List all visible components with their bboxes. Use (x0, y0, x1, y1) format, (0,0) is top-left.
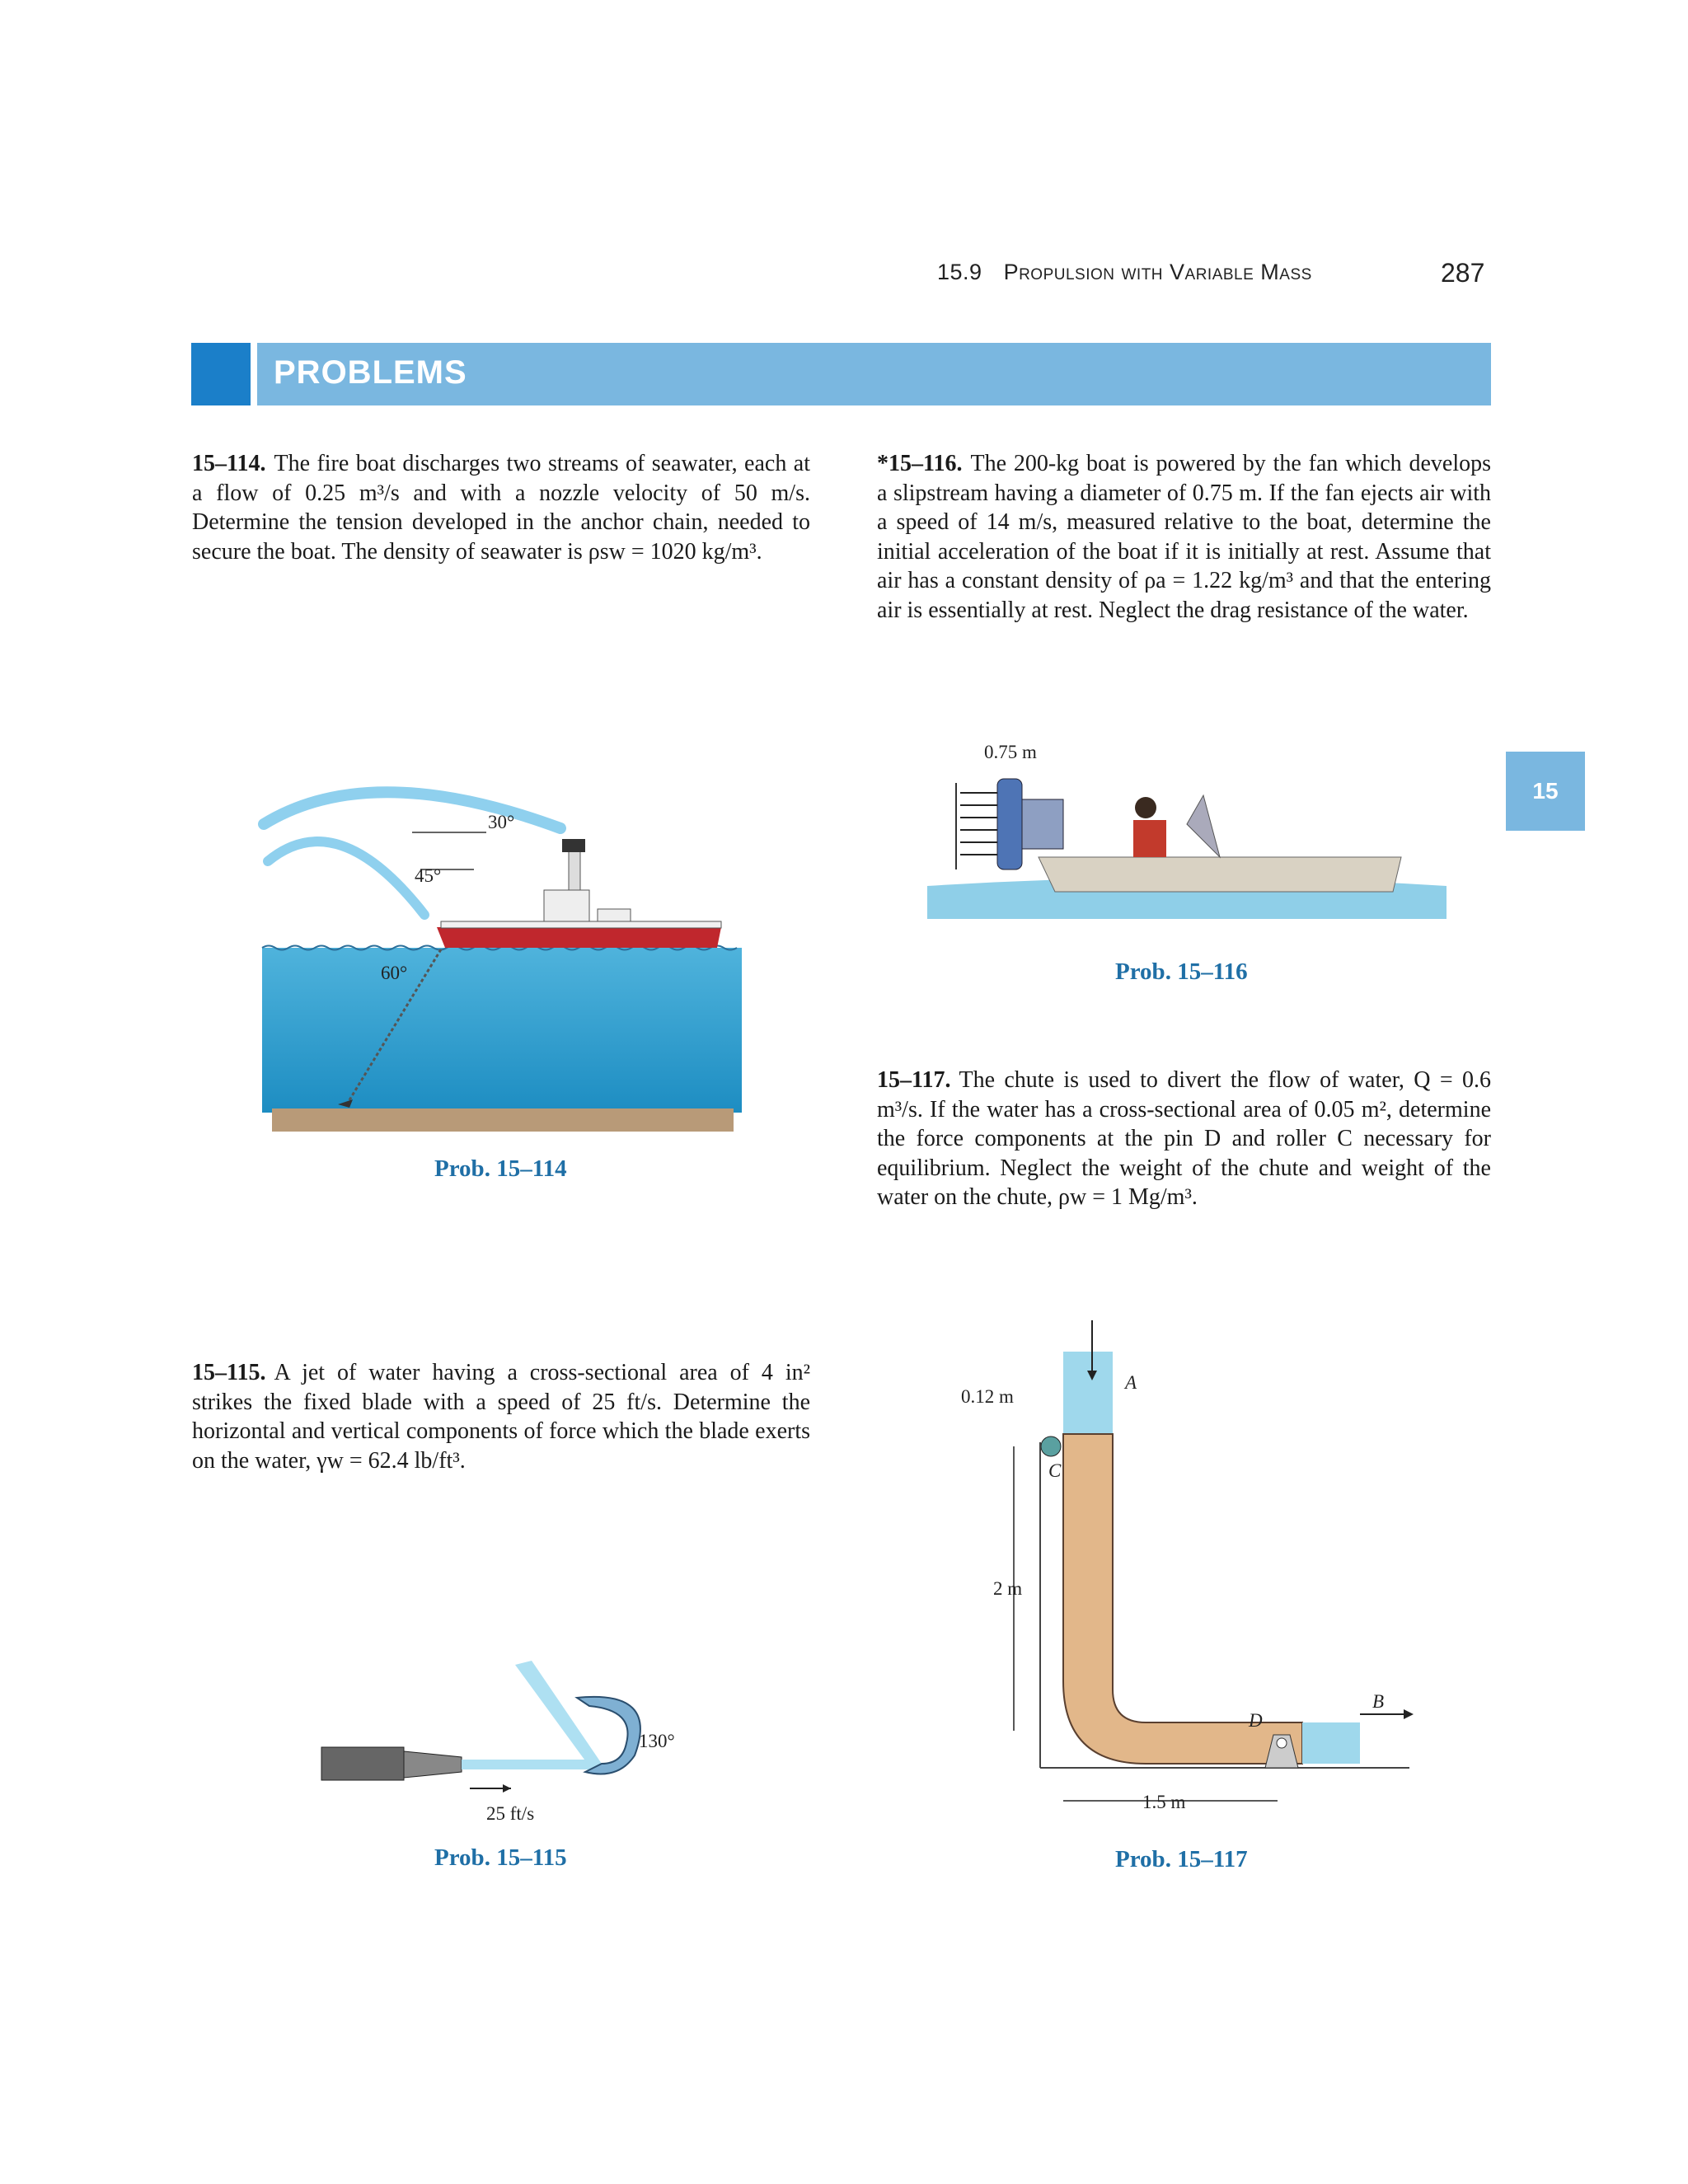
boat-seat (1187, 795, 1220, 857)
driver (1133, 820, 1166, 857)
caption-15-116: Prob. 15–116 (1115, 958, 1248, 985)
slipstream-arrows (960, 793, 997, 855)
angle-45-label: 45° (415, 865, 442, 886)
angle-30-label: 30° (488, 812, 515, 832)
banner-title: PROBLEMS (274, 354, 467, 391)
pin-d (1277, 1738, 1287, 1748)
caption-15-114: Prob. 15–114 (434, 1155, 567, 1182)
page-number: 287 (1441, 258, 1485, 288)
diameter-label: 0.75 m (984, 742, 1037, 762)
fan-motor (1022, 799, 1063, 849)
inflow-water (1063, 1352, 1113, 1434)
problem-15-117 (877, 1066, 1491, 1212)
figure-fan-boat (923, 733, 1451, 931)
problem-15-116 (877, 449, 1491, 625)
chute-body (1063, 1434, 1302, 1764)
lower-stream (268, 841, 424, 915)
width-label: 0.12 m (961, 1386, 1014, 1407)
angle-60-label: 60° (381, 963, 408, 983)
problem-text: A jet of water having a cross-sectional area of 4 in² strikes the fixed blade with a speed of 25 ft/s. Determine the horizontal and vertical components of force which the blade exerts on the water, γw = 62.4 lb/ft³. (192, 1360, 810, 1474)
sea-bed (272, 1108, 734, 1132)
figure-fire-boat (247, 758, 775, 1146)
chapter-tab: 15 (1506, 752, 1585, 831)
boat-deck (441, 921, 721, 928)
problem-text: The fire boat discharges two streams of seawater, each at a flow of 0.25 m³/s and with a nozzle velocity of 50 m/s. Determine the tension developed in the anchor chain, needed to secure the boat. The density of seawater is ρsw = 1020 kg/m³. (192, 451, 810, 565)
caption-15-117: Prob. 15–117 (1115, 1846, 1248, 1872)
outflow-water (1302, 1722, 1360, 1764)
banner-square (191, 343, 251, 405)
upper-nozzle (562, 839, 585, 852)
boat-hull (1039, 857, 1401, 892)
point-d-label: D (1249, 1710, 1263, 1731)
problem-text: The chute is used to divert the flow of water, Q = 0.6 m³/s. If the water has a cross-sectional area of 0.05 m², determine the force components at the pin D and roller C necessary for equilibrium. Neglect the weight of the chute and weight of the water on the chute, ρw = 1 Mg/m³. (877, 1067, 1491, 1210)
roller-c (1041, 1436, 1061, 1456)
problems-banner (191, 343, 1491, 405)
point-c-label: C (1048, 1460, 1062, 1481)
point-b-label: B (1372, 1691, 1385, 1712)
running-head (937, 260, 1312, 285)
height-label: 2 m (993, 1578, 1023, 1599)
speed-arrow-head (503, 1784, 511, 1793)
problem-number: *15–116. (877, 451, 963, 476)
caption-15-115: Prob. 15–115 (434, 1844, 567, 1871)
problem-15-115 (192, 1358, 810, 1475)
deflected-jet (515, 1661, 602, 1772)
water-jet (462, 1760, 593, 1769)
upper-stream (264, 792, 560, 828)
figure-jet-blade (313, 1648, 709, 1838)
problem-number: 15–114. (192, 451, 266, 476)
outflow-arrow-head (1404, 1709, 1414, 1719)
section-title: Propulsion with Variable Mass (1003, 260, 1312, 284)
section-number: 15.9 (937, 260, 982, 284)
problem-text: The 200-kg boat is powered by the fan which develops a slipstream having a diameter of 0.75 m. If the fan ejects air with a speed of 14 m/s, measured relative to the boat, determine the initial acceleration of the boat if it is initially at rest. Assume that air has a constant density of ρa = 1.22 kg/m³ and that the entering air is essentially at rest. Neglect the drag resistance of the water. (877, 451, 1491, 623)
speed-label: 25 ft/s (486, 1803, 535, 1824)
point-a-label: A (1125, 1372, 1137, 1393)
problem-number: 15–115. (192, 1360, 266, 1385)
problem-number: 15–117. (877, 1067, 951, 1093)
boat-hull (437, 927, 721, 948)
problem-15-114 (192, 449, 810, 566)
nozzle-tip (404, 1751, 462, 1778)
angle-label: 130° (639, 1731, 675, 1751)
fan-guard (997, 779, 1022, 869)
figure-chute (948, 1319, 1442, 1830)
length-label: 1.5 m (1142, 1792, 1186, 1812)
nozzle-body (321, 1747, 404, 1780)
sea-water (262, 948, 742, 1113)
boat-cabin (544, 890, 589, 921)
boat-deckhouse (598, 909, 631, 921)
driver-head (1135, 797, 1156, 818)
